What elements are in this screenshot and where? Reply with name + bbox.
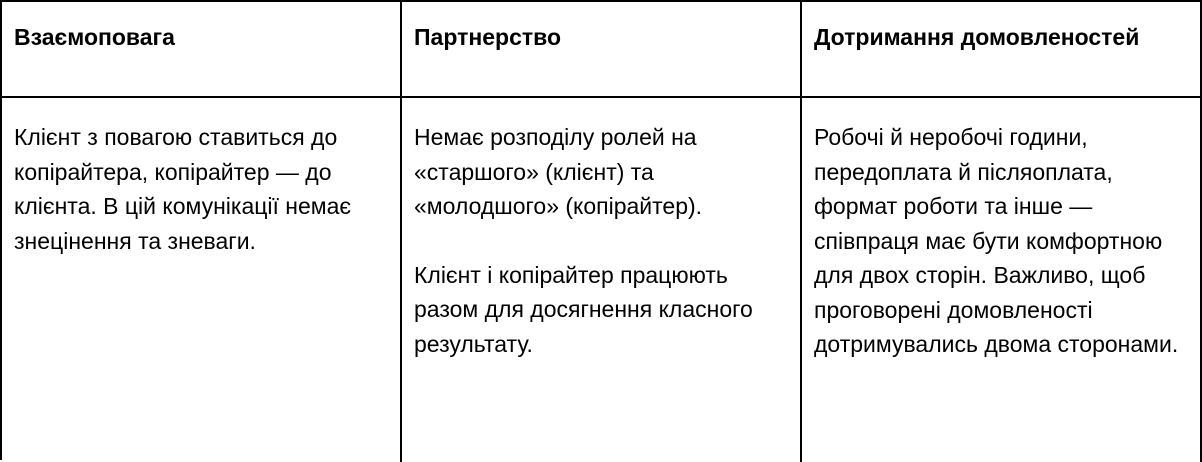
column-header: Партнерство	[414, 24, 562, 50]
cell-paragraph: Клієнт з повагою ставиться до копірайтера, копірайтер — до клієнта. В цій комунікації немає знецінення та зневаги.	[14, 124, 352, 254]
body-cell-mutual-respect	[2, 98, 402, 462]
cell-paragraph: Немає розподілу ролей на «старшого» (клієнт) та «молодшого» (копірайтер).	[414, 124, 703, 219]
header-cell-mutual-respect	[2, 2, 402, 98]
body-cell-agreements	[802, 98, 1202, 462]
cell-paragraph: Робочі й неробочі години, передоплата й післяоплата, формат роботи та інше — співпраця має бути комфортною для двох сторін. Важливо, щоб проговорені домовленості дотримувались двома сторонами.	[814, 124, 1179, 357]
body-cell-partnership	[402, 98, 802, 462]
column-header: Взаємоповага	[14, 24, 175, 50]
header-cell-agreements	[802, 2, 1202, 98]
cell-paragraph: Клієнт і копірайтер працюють разом для досягнення класного результату.	[414, 261, 753, 357]
column-header: Дотримання домовленостей	[814, 24, 1140, 50]
header-cell-partnership	[402, 2, 802, 98]
